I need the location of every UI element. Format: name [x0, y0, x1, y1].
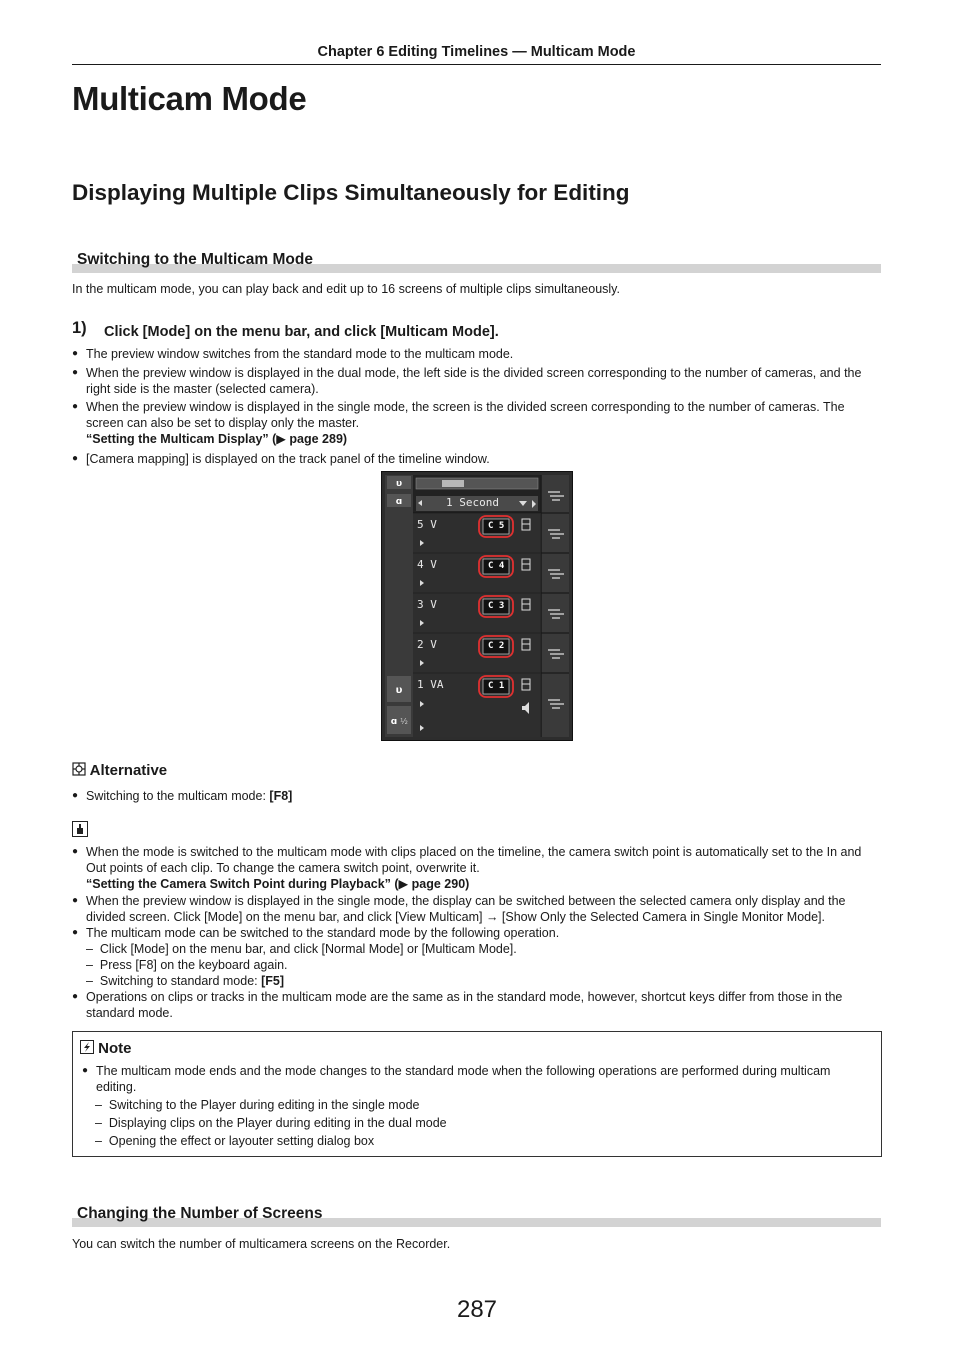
page-title: Multicam Mode [72, 80, 307, 117]
subsection-title-changing: Changing the Number of Screens [77, 1205, 323, 1222]
header-rule [72, 64, 881, 65]
list-item: ● Operations on clips or tracks in the multicam mode are the same as in the standard mode, however, shortcut keys differ from those in the standard mode. [72, 989, 882, 1021]
svg-text:υ: υ [395, 685, 403, 696]
camera-mapping-badge[interactable]: C 2 [488, 641, 505, 651]
list-item: ● When the preview window is displayed in the dual mode, the left side is the divided screen corresponding to the number of cameras, and the right side is the master (selected camera). [72, 365, 882, 397]
bullet-text: When the preview window is displayed in the single mode, the screen is the divided screen corresponding to the number of cameras. The screen can also be set to display only the master. [86, 400, 845, 430]
track-panel-graphic [382, 472, 572, 740]
note-heading [80, 1040, 132, 1057]
note-icon [80, 1040, 94, 1054]
dash-item: – Press [F8] on the keyboard again. [86, 958, 288, 972]
track-label: 2 V [417, 638, 437, 651]
list-item: ● [Camera mapping] is displayed on the track panel of the timeline window. [72, 451, 882, 467]
shortcut-key: [F8] [269, 789, 293, 803]
list-item: ● When the preview window is displayed in the single mode, the display can be switched between the selected camera only display and the divided screen. Click [Mode] on the menu bar, and click [View Multicam] → [Show Only the Selected Camera in Single Monitor Mode]. [72, 893, 882, 925]
switching-intro: In the multicam mode, you can play back and edit up to 16 screens of multiple clips simultaneously. [72, 282, 620, 296]
alternative-item-text: Switching to the multicam mode: [86, 789, 270, 803]
svg-text:½: ½ [400, 717, 408, 726]
list-item: ● When the mode is switched to the multicam mode with clips placed on the timeline, the camera switch point is automatically set to the In and Out points of each clip. To change the camera switch point, overwrite it. “Setting the Camera Switch Point during Playback” (▶ page 290) [72, 844, 882, 892]
dash-item: – Displaying clips on the Player during editing in the dual mode [95, 1116, 447, 1130]
shortcut-key: [F5] [261, 974, 285, 988]
dash-item: – Switching to standard mode: [F5] [86, 974, 285, 988]
svg-text:ɑ: ɑ [395, 497, 403, 507]
note-box [72, 1031, 882, 1157]
dash-text: Switching to the Player during editing in the single mode [108, 1098, 420, 1112]
list-item: ● The preview window switches from the standard mode to the multicam mode. [72, 346, 882, 362]
track-label: 1 VA [417, 678, 444, 691]
tip-bullet-text: Operations on clips or tracks in the multicam mode are the same as in the standard mode, however, shortcut keys differ from those in the standard mode. [86, 990, 843, 1020]
track-label: 5 V [417, 518, 437, 531]
note-heading-text: Note [98, 1040, 132, 1057]
dash-item: – Switching to the Player during editing in the single mode [95, 1098, 420, 1112]
dash-text: Displaying clips on the Player during editing in the dual mode [108, 1116, 447, 1130]
tip-bullet-text: The multicam mode can be switched to the standard mode by the following operation. [86, 926, 560, 940]
list-item: ● When the preview window is displayed in the single mode, the screen is the divided screen corresponding to the number of cameras. The screen can also be set to display only the master. “Setting the Multicam Display” (▶ page 289) [72, 399, 882, 447]
cross-reference-link[interactable]: “Setting the Camera Switch Point during Playback” (▶ page 290) [86, 877, 470, 891]
ruler-scale-label: 1 Second [446, 496, 499, 509]
alternative-icon [72, 762, 86, 776]
cross-reference-link[interactable]: “Setting the Multicam Display” (▶ page 289) [86, 432, 348, 446]
tip-bullet-text: When the preview window is displayed in the single mode, the display can be switched between the selected camera only display and the divided screen. Click [Mode] on the menu bar, and click [View Multicam] → [Show Only the Selected Camera in Single Monitor Mode]. [86, 894, 846, 924]
list-item: ● The multicam mode ends and the mode changes to the standard mode when the following operations are performed during multicam editing. [82, 1063, 872, 1095]
camera-mapping-badge[interactable]: C 4 [488, 561, 505, 571]
dash-text: Switching to standard mode: [99, 974, 262, 988]
chapter-header: Chapter 6 Editing Timelines — Multicam Mode [317, 44, 636, 60]
dash-text: Opening the effect or layouter setting dialog box [108, 1134, 375, 1148]
note-bullet-text: The multicam mode ends and the mode changes to the standard mode when the following operations are performed during multicam editing. [96, 1064, 831, 1094]
track-label: 3 V [417, 598, 437, 611]
changing-intro: You can switch the number of multicamera screens on the Recorder. [72, 1237, 451, 1251]
list-item: ● The multicam mode can be switched to the standard mode by the following operation. [72, 925, 882, 941]
track-label: 4 V [417, 558, 437, 571]
section-title: Displaying Multiple Clips Simultaneously for Editing [72, 180, 630, 205]
tip-bullet-text: When the mode is switched to the multicam mode with clips placed on the timeline, the camera switch point is automatically set to the In and Out points of each clip. To change the camera switch point, overwrite it. [86, 845, 862, 875]
dash-text: Click [Mode] on the menu bar, and click [Normal Mode] or [Multicam Mode]. [99, 942, 517, 956]
tip-icon [72, 821, 88, 837]
dash-item: – Click [Mode] on the menu bar, and click [Normal Mode] or [Multicam Mode]. [86, 942, 517, 956]
step-number: 1) [72, 319, 87, 337]
dash-text: Press [F8] on the keyboard again. [99, 958, 288, 972]
track-panel-screenshot [381, 471, 573, 741]
bullet-text: The preview window switches from the standard mode to the multicam mode. [86, 347, 514, 361]
step-text: Click [Mode] on the menu bar, and click [Multicam Mode]. [104, 324, 499, 340]
camera-mapping-badge[interactable]: C 5 [488, 521, 505, 531]
bullet-text: When the preview window is displayed in the dual mode, the left side is the divided screen corresponding to the number of cameras, and the right side is the master (selected camera). [86, 366, 862, 396]
svg-text:ɑ: ɑ [390, 717, 398, 727]
subsection-title-switching: Switching to the Multicam Mode [77, 251, 313, 268]
camera-mapping-badge[interactable]: C 3 [488, 601, 505, 611]
dash-item: – Opening the effect or layouter setting dialog box [95, 1134, 375, 1148]
alternative-heading [72, 762, 167, 779]
page-number: 287 [456, 1296, 498, 1323]
svg-text:υ: υ [395, 479, 403, 489]
bullet-text: [Camera mapping] is displayed on the track panel of the timeline window. [86, 452, 490, 466]
list-item: ● Switching to the multicam mode: [F8] [72, 789, 293, 803]
alternative-heading-text: Alternative [89, 762, 168, 779]
camera-mapping-badge[interactable]: C 1 [488, 681, 505, 691]
